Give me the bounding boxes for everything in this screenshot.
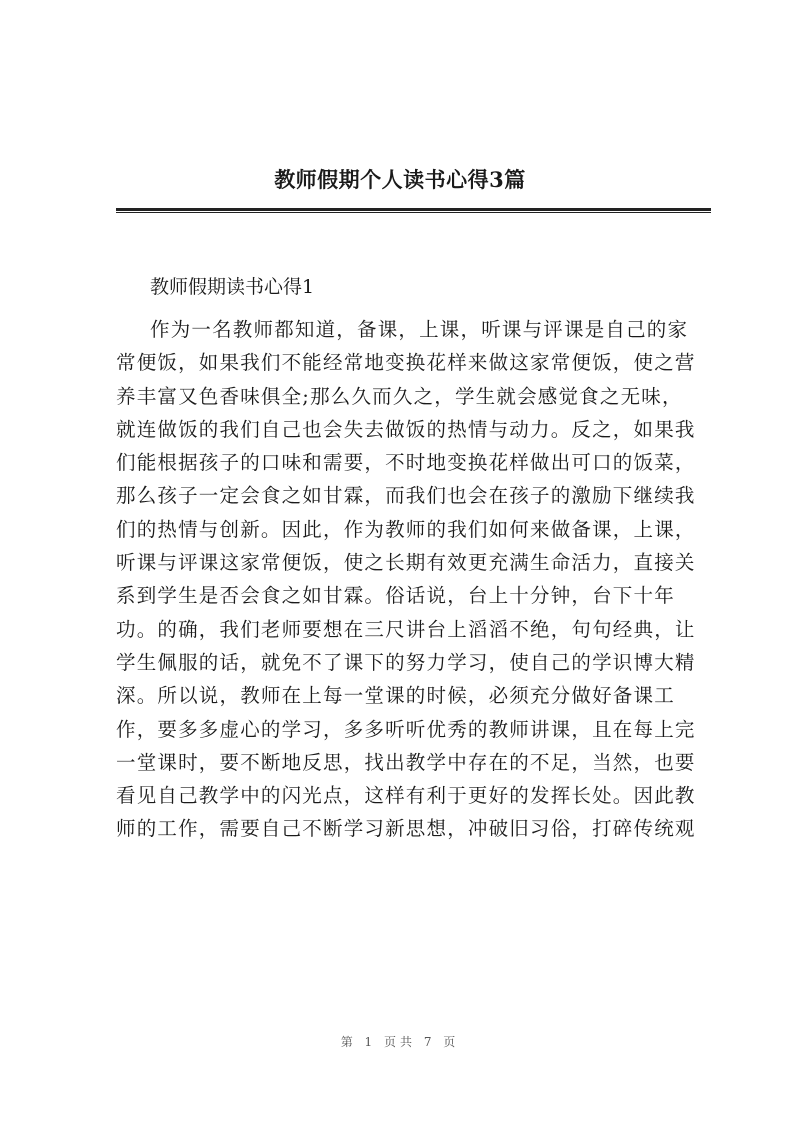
paragraph-line: 学生佩服的话，就免不了课下的努力学习，使自己的学识博大精 — [116, 650, 696, 674]
body-text — [116, 313, 716, 846]
paragraph-line: 作为一名教师都知道，备课，上课，听课与评课是自己的家 — [150, 318, 689, 341]
paragraph-line: 听课与评课这家常便饭，使之长期有效更充满生命活力，直接关 — [116, 551, 696, 575]
paragraph-line: 看见自己教学中的闪光点，这样有利于更好的发挥长处。因此教 — [116, 784, 696, 808]
paragraph-line: 作，要多多虚心的学习，多多听听优秀的教师讲课，且在每上完 — [116, 717, 696, 741]
paragraph-line: 养丰富又色香味俱全;那么久而久之，学生就会感觉食之无味， — [116, 384, 683, 408]
paragraph-line: 一堂课时，要不断地反思，找出教学中存在的不足，当然，也要 — [116, 750, 696, 774]
paragraph-line: 们能根据孩子的口味和需要，不时地变换花样做出可口的饭菜， — [116, 451, 696, 475]
paragraph-line: 深。所以说，教师在上每一堂课的时候，必须充分做好备课工 — [116, 684, 675, 708]
paragraph-line: 那么孩子一定会食之如甘霖，而我们也会在孩子的激励下继续我 — [116, 484, 696, 508]
paragraph-line: 功。的确，我们老师要想在三尺讲台上滔滔不绝，句句经典，让 — [116, 617, 696, 641]
page-number-footer: 第 1 页共 7 页 — [340, 1035, 460, 1049]
title-divider — [116, 208, 711, 213]
paragraph-line: 系到学生是否会食之如甘霖。俗话说，台上十分钟，台下十年 — [116, 584, 675, 608]
paragraph-line: 就连做饭的我们自己也会失去做饭的热情与动力。反之，如果我 — [116, 417, 696, 441]
section-heading: 教师假期读书心得1 — [150, 276, 315, 298]
paragraph-line: 常便饭，如果我们不能经常地变换花样来做这家常便饭，使之营 — [116, 351, 696, 375]
paragraph-line: 师的工作，需要自己不断学习新思想，冲破旧习俗，打碎传统观 — [116, 817, 696, 841]
document-title: 教师假期个人读书心得3篇 — [274, 167, 526, 192]
paragraph-line: 们的热情与创新。因此，作为教师的我们如何来做备课，上课， — [116, 517, 696, 541]
